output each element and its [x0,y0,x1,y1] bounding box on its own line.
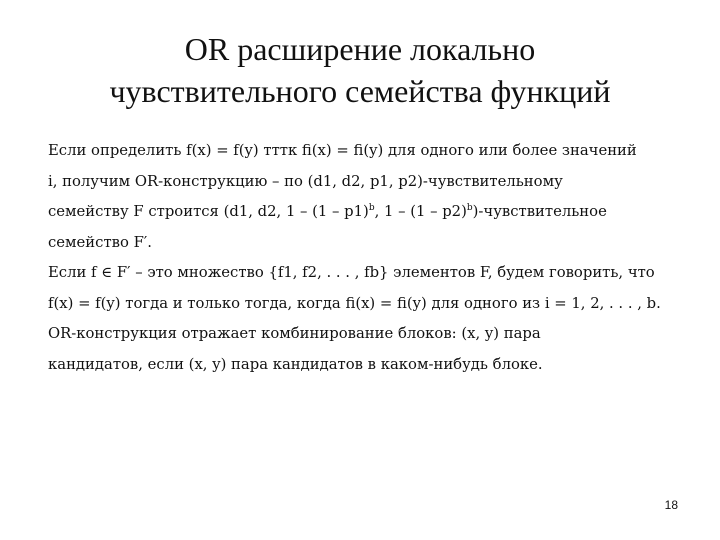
slide-title [40,28,680,112]
body-line-1: Если определить f(x) = f(y) тттк fi(x) = fi(y) для одного или более значений [48,142,637,159]
body-line-8: кандидатов, если (x, y) пара кандидатов в каком-нибудь блоке. [48,355,543,373]
body-line-2: i, получим OR-конструкцию – по (d1, d2, p1, p2)-чувствительному [48,172,563,190]
slide-title-line-2: чувствительного семейства функций [109,73,611,109]
body-line-3-middle: , 1 – (1 – p2) [374,203,467,220]
exponent-b-2: b [466,203,473,213]
body-line-7: OR-конструкция отражает комбинирование блоков: (x, y) пара [48,325,541,342]
slide-body [48,136,698,380]
body-line-3-start: семейству F строится (d1, d2, 1 – (1 – p1) [48,203,369,220]
exponent-b-1: b [368,203,375,213]
body-line-5: Если f ∈ F′ – это множество {f1, f2, . . . , fb} элементов F, будем говорить, что [48,264,655,281]
body-line-6: f(x) = f(y) тогда и только тогда, когда fi(x) = fi(y) для одного из i = 1, 2, . . . , b. [48,294,661,312]
body-line-3-end: )-чувствительное [472,203,607,220]
page-number: 18 [664,498,678,512]
body-line-3 [48,197,698,228]
body-line-4: семейство F′. [48,233,152,251]
slide-title-line-1: OR расширение локально [184,31,536,67]
